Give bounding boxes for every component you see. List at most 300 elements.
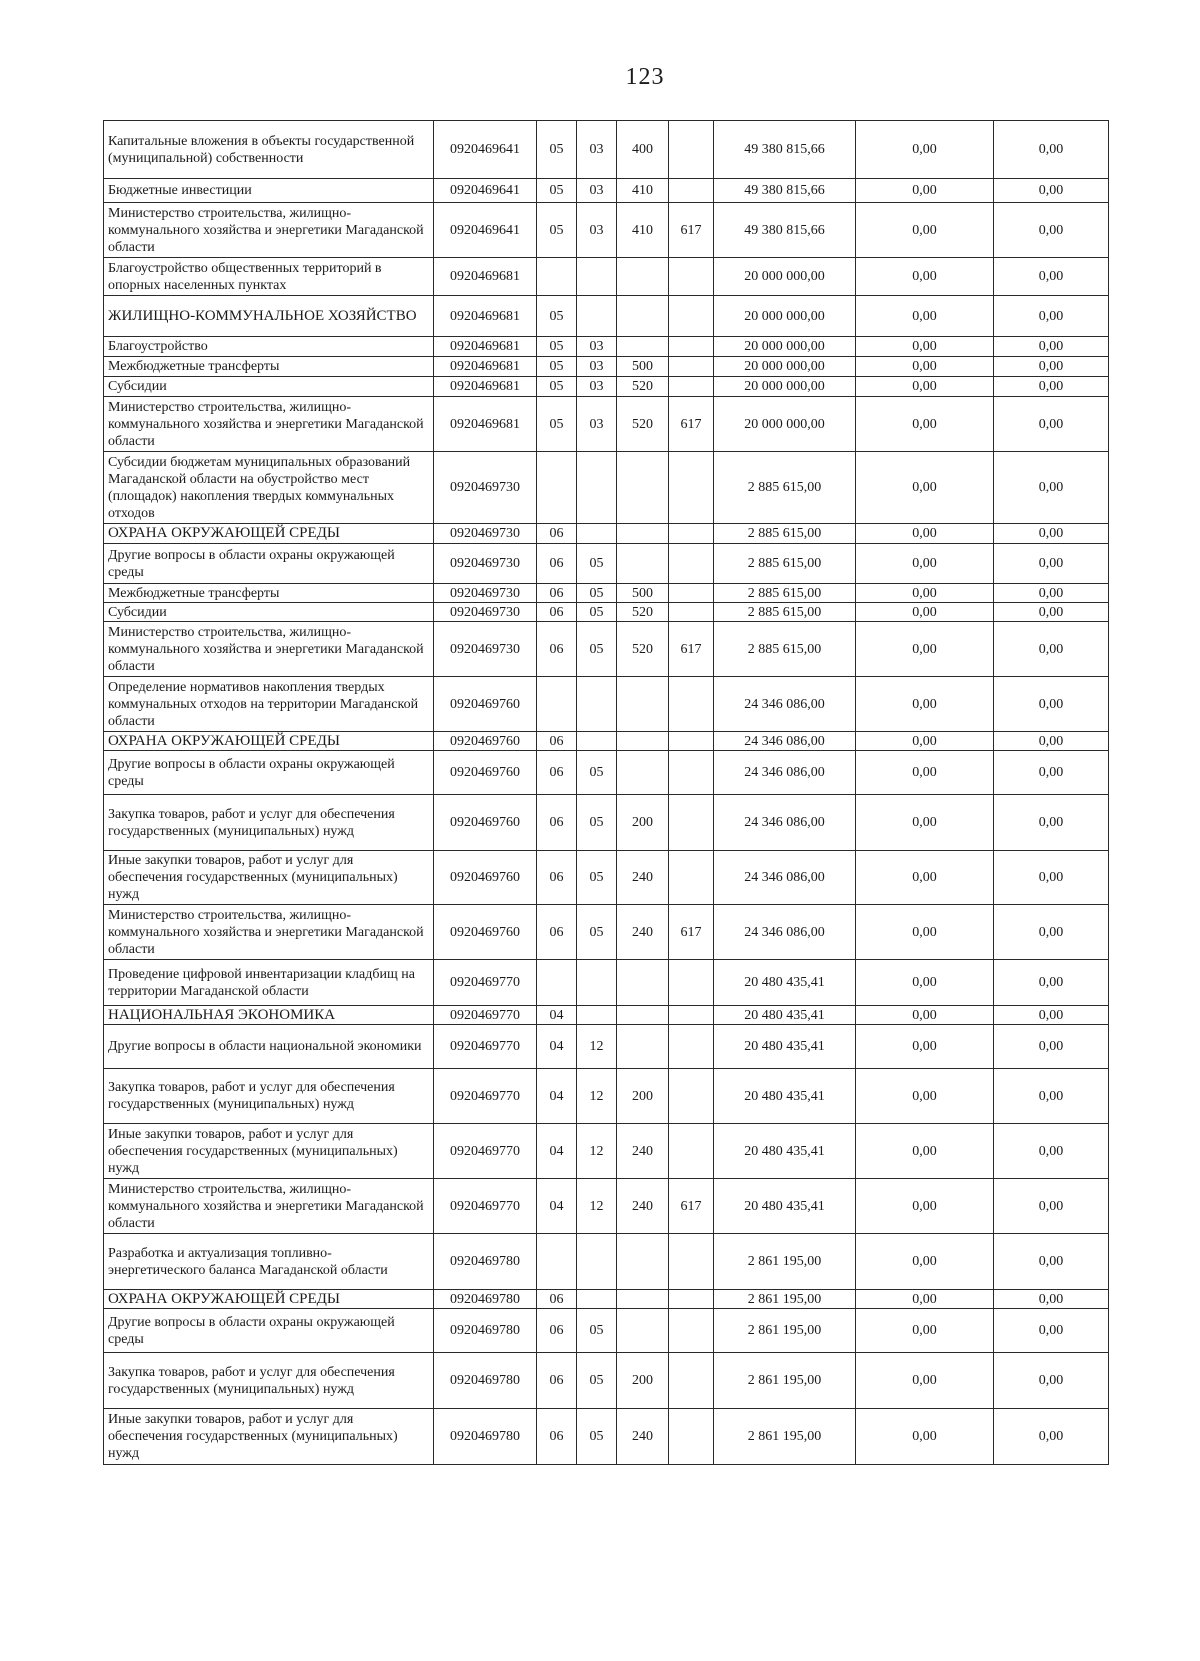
admin-code-cell — [669, 1409, 714, 1465]
amount-year1-cell: 2 885 615,00 — [714, 544, 856, 584]
section-code-cell: 06 — [537, 524, 577, 544]
row-name-cell: Определение нормативов накопления твердых коммунальных отходов на территории Магаданской области — [104, 677, 434, 732]
expense-type-cell: 240 — [617, 851, 669, 905]
section-code-cell: 05 — [537, 296, 577, 337]
amount-year2-cell: 0,00 — [856, 452, 994, 524]
table-row — [104, 677, 1109, 732]
subsection-code-cell — [577, 732, 617, 751]
admin-code-cell — [669, 960, 714, 1006]
admin-code-cell — [669, 751, 714, 795]
table-row — [104, 377, 1109, 397]
table-row — [104, 960, 1109, 1006]
expense-type-cell — [617, 732, 669, 751]
expense-type-cell — [617, 452, 669, 524]
expense-type-cell: 520 — [617, 622, 669, 677]
section-code-cell: 05 — [537, 179, 577, 203]
table-row — [104, 452, 1109, 524]
amount-year3-cell: 0,00 — [994, 751, 1109, 795]
table-row — [104, 203, 1109, 258]
section-code-cell: 04 — [537, 1025, 577, 1069]
amount-year1-cell: 49 380 815,66 — [714, 121, 856, 179]
target-code-cell: 0920469780 — [434, 1353, 537, 1409]
row-name-cell: Иные закупки товаров, работ и услуг для обеспечения государственных (муниципальных) нужд — [104, 851, 434, 905]
target-code-cell: 0920469770 — [434, 1006, 537, 1025]
expense-type-cell: 240 — [617, 1409, 669, 1465]
target-code-cell: 0920469770 — [434, 1069, 537, 1124]
target-code-cell: 0920469730 — [434, 452, 537, 524]
amount-year1-cell: 2 885 615,00 — [714, 584, 856, 603]
target-code-cell: 0920469780 — [434, 1290, 537, 1309]
target-code-cell: 0920469760 — [434, 905, 537, 960]
row-name-cell: Капитальные вложения в объекты государственной (муниципальной) собственности — [104, 121, 434, 179]
admin-code-cell — [669, 258, 714, 296]
amount-year1-cell: 2 861 195,00 — [714, 1290, 856, 1309]
admin-code-cell: 617 — [669, 397, 714, 452]
section-code-cell: 05 — [537, 377, 577, 397]
amount-year1-cell: 20 480 435,41 — [714, 1124, 856, 1179]
amount-year3-cell: 0,00 — [994, 296, 1109, 337]
subsection-code-cell: 05 — [577, 544, 617, 584]
section-code-cell: 06 — [537, 603, 577, 622]
expense-type-cell: 500 — [617, 357, 669, 377]
amount-year1-cell: 24 346 086,00 — [714, 751, 856, 795]
admin-code-cell — [669, 1309, 714, 1353]
amount-year2-cell: 0,00 — [856, 357, 994, 377]
table-row — [104, 1234, 1109, 1290]
target-code-cell: 0920469730 — [434, 524, 537, 544]
table-row — [104, 1179, 1109, 1234]
amount-year2-cell: 0,00 — [856, 1290, 994, 1309]
amount-year1-cell: 2 861 195,00 — [714, 1309, 856, 1353]
target-code-cell: 0920469780 — [434, 1409, 537, 1465]
subsection-code-cell: 12 — [577, 1025, 617, 1069]
admin-code-cell — [669, 179, 714, 203]
amount-year3-cell: 0,00 — [994, 258, 1109, 296]
subsection-code-cell: 05 — [577, 751, 617, 795]
expense-type-cell — [617, 1234, 669, 1290]
amount-year2-cell: 0,00 — [856, 1353, 994, 1409]
section-code-cell — [537, 1234, 577, 1290]
table-row — [104, 397, 1109, 452]
amount-year3-cell: 0,00 — [994, 960, 1109, 1006]
expense-type-cell — [617, 677, 669, 732]
subsection-code-cell: 12 — [577, 1069, 617, 1124]
amount-year3-cell: 0,00 — [994, 622, 1109, 677]
section-code-cell: 06 — [537, 905, 577, 960]
target-code-cell: 0920469760 — [434, 732, 537, 751]
amount-year1-cell: 24 346 086,00 — [714, 677, 856, 732]
amount-year3-cell: 0,00 — [994, 1124, 1109, 1179]
section-code-cell: 06 — [537, 795, 577, 851]
target-code-cell: 0920469641 — [434, 121, 537, 179]
table-row — [104, 851, 1109, 905]
section-code-cell: 05 — [537, 397, 577, 452]
subsection-code-cell — [577, 452, 617, 524]
expense-type-cell — [617, 1025, 669, 1069]
expense-type-cell: 200 — [617, 1069, 669, 1124]
expense-type-cell — [617, 337, 669, 357]
amount-year2-cell: 0,00 — [856, 732, 994, 751]
row-name-cell: Субсидии бюджетам муниципальных образований Магаданской области на обустройство мест (площадок) накопления твердых коммунальных отходов — [104, 452, 434, 524]
amount-year1-cell: 24 346 086,00 — [714, 795, 856, 851]
row-name-cell: Благоустройство общественных территорий в опорных населенных пунктах — [104, 258, 434, 296]
admin-code-cell — [669, 544, 714, 584]
amount-year2-cell: 0,00 — [856, 795, 994, 851]
expense-type-cell — [617, 544, 669, 584]
amount-year1-cell: 24 346 086,00 — [714, 851, 856, 905]
expense-type-cell — [617, 751, 669, 795]
target-code-cell: 0920469770 — [434, 960, 537, 1006]
amount-year3-cell: 0,00 — [994, 1353, 1109, 1409]
section-code-cell — [537, 677, 577, 732]
subsection-code-cell — [577, 1234, 617, 1290]
amount-year3-cell: 0,00 — [994, 179, 1109, 203]
expense-type-cell: 200 — [617, 1353, 669, 1409]
row-name-cell: Благоустройство — [104, 337, 434, 357]
row-name-cell: Другие вопросы в области охраны окружающей среды — [104, 751, 434, 795]
row-name-cell: НАЦИОНАЛЬНАЯ ЭКОНОМИКА — [104, 1006, 434, 1025]
expense-type-cell: 240 — [617, 1179, 669, 1234]
amount-year2-cell: 0,00 — [856, 544, 994, 584]
amount-year1-cell: 24 346 086,00 — [714, 732, 856, 751]
table-row — [104, 584, 1109, 603]
section-code-cell: 04 — [537, 1179, 577, 1234]
target-code-cell: 0920469760 — [434, 851, 537, 905]
amount-year2-cell: 0,00 — [856, 905, 994, 960]
row-name-cell: Министерство строительства, жилищно-коммунального хозяйства и энергетики Магаданской области — [104, 203, 434, 258]
row-name-cell: Другие вопросы в области национальной экономики — [104, 1025, 434, 1069]
subsection-code-cell — [577, 296, 617, 337]
amount-year1-cell: 2 861 195,00 — [714, 1234, 856, 1290]
amount-year3-cell: 0,00 — [994, 337, 1109, 357]
row-name-cell: Разработка и актуализация топливно-энергетического баланса Магаданской области — [104, 1234, 434, 1290]
amount-year3-cell: 0,00 — [994, 121, 1109, 179]
table-row — [104, 1069, 1109, 1124]
target-code-cell: 0920469681 — [434, 337, 537, 357]
admin-code-cell — [669, 357, 714, 377]
amount-year3-cell: 0,00 — [994, 795, 1109, 851]
admin-code-cell — [669, 121, 714, 179]
amount-year2-cell: 0,00 — [856, 603, 994, 622]
row-name-cell: Закупка товаров, работ и услуг для обеспечения государственных (муниципальных) нужд — [104, 1069, 434, 1124]
row-name-cell: ЖИЛИЩНО-КОММУНАЛЬНОЕ ХОЗЯЙСТВО — [104, 296, 434, 337]
amount-year2-cell: 0,00 — [856, 1069, 994, 1124]
target-code-cell: 0920469770 — [434, 1179, 537, 1234]
subsection-code-cell: 05 — [577, 1409, 617, 1465]
row-name-cell: Проведение цифровой инвентаризации кладбищ на территории Магаданской области — [104, 960, 434, 1006]
amount-year1-cell: 20 480 435,41 — [714, 1179, 856, 1234]
subsection-code-cell: 05 — [577, 1309, 617, 1353]
subsection-code-cell — [577, 258, 617, 296]
admin-code-cell — [669, 851, 714, 905]
row-name-cell: Другие вопросы в области охраны окружающей среды — [104, 1309, 434, 1353]
target-code-cell: 0920469780 — [434, 1234, 537, 1290]
table-row — [104, 751, 1109, 795]
admin-code-cell — [669, 337, 714, 357]
section-code-cell: 05 — [537, 203, 577, 258]
row-name-cell: Министерство строительства, жилищно-коммунального хозяйства и энергетики Магаданской области — [104, 1179, 434, 1234]
amount-year2-cell: 0,00 — [856, 751, 994, 795]
subsection-code-cell: 05 — [577, 1353, 617, 1409]
table-row — [104, 603, 1109, 622]
subsection-code-cell: 03 — [577, 397, 617, 452]
target-code-cell: 0920469641 — [434, 179, 537, 203]
section-code-cell: 04 — [537, 1124, 577, 1179]
row-name-cell: Закупка товаров, работ и услуг для обеспечения государственных (муниципальных) нужд — [104, 795, 434, 851]
table-row — [104, 258, 1109, 296]
admin-code-cell — [669, 732, 714, 751]
target-code-cell: 0920469681 — [434, 397, 537, 452]
admin-code-cell — [669, 524, 714, 544]
expense-type-cell: 520 — [617, 377, 669, 397]
subsection-code-cell: 03 — [577, 179, 617, 203]
row-name-cell: Субсидии — [104, 603, 434, 622]
amount-year2-cell: 0,00 — [856, 296, 994, 337]
amount-year2-cell: 0,00 — [856, 121, 994, 179]
amount-year2-cell: 0,00 — [856, 179, 994, 203]
subsection-code-cell — [577, 524, 617, 544]
table-row — [104, 1309, 1109, 1353]
section-code-cell: 04 — [537, 1006, 577, 1025]
admin-code-cell — [669, 296, 714, 337]
amount-year2-cell: 0,00 — [856, 203, 994, 258]
amount-year1-cell: 20 480 435,41 — [714, 1069, 856, 1124]
subsection-code-cell: 05 — [577, 603, 617, 622]
amount-year3-cell: 0,00 — [994, 1179, 1109, 1234]
subsection-code-cell — [577, 1006, 617, 1025]
amount-year3-cell: 0,00 — [994, 677, 1109, 732]
subsection-code-cell — [577, 960, 617, 1006]
amount-year2-cell: 0,00 — [856, 584, 994, 603]
amount-year3-cell: 0,00 — [994, 905, 1109, 960]
target-code-cell: 0920469760 — [434, 677, 537, 732]
section-code-cell — [537, 960, 577, 1006]
row-name-cell: Субсидии — [104, 377, 434, 397]
amount-year3-cell: 0,00 — [994, 851, 1109, 905]
expense-type-cell — [617, 1290, 669, 1309]
amount-year3-cell: 0,00 — [994, 1069, 1109, 1124]
subsection-code-cell: 05 — [577, 584, 617, 603]
admin-code-cell — [669, 603, 714, 622]
amount-year1-cell: 20 000 000,00 — [714, 377, 856, 397]
amount-year2-cell: 0,00 — [856, 1025, 994, 1069]
target-code-cell: 0920469760 — [434, 795, 537, 851]
amount-year1-cell: 20 000 000,00 — [714, 296, 856, 337]
expense-type-cell — [617, 258, 669, 296]
admin-code-cell — [669, 1006, 714, 1025]
amount-year3-cell: 0,00 — [994, 524, 1109, 544]
amount-year2-cell: 0,00 — [856, 1006, 994, 1025]
amount-year3-cell: 0,00 — [994, 203, 1109, 258]
row-name-cell: Другие вопросы в области охраны окружающей среды — [104, 544, 434, 584]
subsection-code-cell: 05 — [577, 795, 617, 851]
target-code-cell: 0920469730 — [434, 584, 537, 603]
section-code-cell: 06 — [537, 851, 577, 905]
table-row — [104, 1025, 1109, 1069]
row-name-cell: Бюджетные инвестиции — [104, 179, 434, 203]
amount-year2-cell: 0,00 — [856, 377, 994, 397]
section-code-cell: 06 — [537, 1309, 577, 1353]
target-code-cell: 0920469681 — [434, 296, 537, 337]
row-name-cell: ОХРАНА ОКРУЖАЮЩЕЙ СРЕДЫ — [104, 732, 434, 751]
section-code-cell: 05 — [537, 337, 577, 357]
expense-type-cell: 240 — [617, 905, 669, 960]
amount-year3-cell: 0,00 — [994, 732, 1109, 751]
amount-year3-cell: 0,00 — [994, 452, 1109, 524]
admin-code-cell — [669, 1353, 714, 1409]
amount-year1-cell: 20 000 000,00 — [714, 258, 856, 296]
table-row — [104, 1006, 1109, 1025]
table-row — [104, 357, 1109, 377]
section-code-cell: 06 — [537, 1353, 577, 1409]
subsection-code-cell: 03 — [577, 337, 617, 357]
subsection-code-cell: 12 — [577, 1179, 617, 1234]
amount-year3-cell: 0,00 — [994, 584, 1109, 603]
row-name-cell: Министерство строительства, жилищно-коммунального хозяйства и энергетики Магаданской области — [104, 397, 434, 452]
section-code-cell — [537, 258, 577, 296]
row-name-cell: Иные закупки товаров, работ и услуг для обеспечения государственных (муниципальных) нужд — [104, 1409, 434, 1465]
admin-code-cell — [669, 584, 714, 603]
admin-code-cell — [669, 452, 714, 524]
amount-year1-cell: 2 861 195,00 — [714, 1353, 856, 1409]
subsection-code-cell: 03 — [577, 357, 617, 377]
row-name-cell: Иные закупки товаров, работ и услуг для обеспечения государственных (муниципальных) нужд — [104, 1124, 434, 1179]
target-code-cell: 0920469730 — [434, 622, 537, 677]
amount-year3-cell: 0,00 — [994, 1006, 1109, 1025]
section-code-cell — [537, 452, 577, 524]
row-name-cell: ОХРАНА ОКРУЖАЮЩЕЙ СРЕДЫ — [104, 524, 434, 544]
amount-year1-cell: 20 000 000,00 — [714, 337, 856, 357]
expense-type-cell — [617, 524, 669, 544]
amount-year3-cell: 0,00 — [994, 357, 1109, 377]
budget-table-body — [104, 121, 1109, 1465]
admin-code-cell — [669, 1069, 714, 1124]
row-name-cell: ОХРАНА ОКРУЖАЮЩЕЙ СРЕДЫ — [104, 1290, 434, 1309]
table-row — [104, 732, 1109, 751]
amount-year2-cell: 0,00 — [856, 1409, 994, 1465]
target-code-cell: 0920469681 — [434, 377, 537, 397]
expense-type-cell: 410 — [617, 203, 669, 258]
table-row — [104, 1353, 1109, 1409]
table-row — [104, 622, 1109, 677]
amount-year2-cell: 0,00 — [856, 397, 994, 452]
amount-year2-cell: 0,00 — [856, 960, 994, 1006]
target-code-cell: 0920469730 — [434, 603, 537, 622]
budget-table — [103, 120, 1109, 1465]
subsection-code-cell: 03 — [577, 203, 617, 258]
expense-type-cell — [617, 960, 669, 1006]
target-code-cell: 0920469780 — [434, 1309, 537, 1353]
expense-type-cell — [617, 1309, 669, 1353]
amount-year2-cell: 0,00 — [856, 851, 994, 905]
target-code-cell: 0920469770 — [434, 1025, 537, 1069]
subsection-code-cell: 05 — [577, 622, 617, 677]
amount-year3-cell: 0,00 — [994, 377, 1109, 397]
admin-code-cell: 617 — [669, 905, 714, 960]
section-code-cell: 06 — [537, 544, 577, 584]
amount-year1-cell: 20 000 000,00 — [714, 397, 856, 452]
table-row — [104, 1124, 1109, 1179]
amount-year1-cell: 2 861 195,00 — [714, 1409, 856, 1465]
admin-code-cell — [669, 1290, 714, 1309]
target-code-cell: 0920469730 — [434, 544, 537, 584]
amount-year2-cell: 0,00 — [856, 677, 994, 732]
amount-year2-cell: 0,00 — [856, 1124, 994, 1179]
row-name-cell: Министерство строительства, жилищно-коммунального хозяйства и энергетики Магаданской области — [104, 622, 434, 677]
amount-year3-cell: 0,00 — [994, 1290, 1109, 1309]
subsection-code-cell: 12 — [577, 1124, 617, 1179]
row-name-cell: Министерство строительства, жилищно-коммунального хозяйства и энергетики Магаданской области — [104, 905, 434, 960]
amount-year2-cell: 0,00 — [856, 1309, 994, 1353]
admin-code-cell — [669, 1234, 714, 1290]
amount-year2-cell: 0,00 — [856, 622, 994, 677]
section-code-cell: 06 — [537, 1409, 577, 1465]
expense-type-cell: 410 — [617, 179, 669, 203]
expense-type-cell: 520 — [617, 603, 669, 622]
target-code-cell: 0920469681 — [434, 258, 537, 296]
page-number: 123 — [625, 64, 665, 90]
table-row — [104, 296, 1109, 337]
section-code-cell: 04 — [537, 1069, 577, 1124]
admin-code-cell — [669, 677, 714, 732]
admin-code-cell — [669, 1025, 714, 1069]
subsection-code-cell — [577, 677, 617, 732]
admin-code-cell: 617 — [669, 203, 714, 258]
subsection-code-cell: 05 — [577, 851, 617, 905]
table-row — [104, 795, 1109, 851]
amount-year1-cell: 20 480 435,41 — [714, 1025, 856, 1069]
amount-year2-cell: 0,00 — [856, 258, 994, 296]
subsection-code-cell: 05 — [577, 905, 617, 960]
table-row — [104, 337, 1109, 357]
target-code-cell: 0920469681 — [434, 357, 537, 377]
amount-year3-cell: 0,00 — [994, 603, 1109, 622]
admin-code-cell — [669, 795, 714, 851]
amount-year1-cell: 2 885 615,00 — [714, 603, 856, 622]
expense-type-cell: 400 — [617, 121, 669, 179]
amount-year3-cell: 0,00 — [994, 1309, 1109, 1353]
row-name-cell: Межбюджетные трансферты — [104, 357, 434, 377]
table-row — [104, 1290, 1109, 1309]
amount-year1-cell: 2 885 615,00 — [714, 524, 856, 544]
target-code-cell: 0920469770 — [434, 1124, 537, 1179]
table-row — [104, 1409, 1109, 1465]
table-row — [104, 121, 1109, 179]
expense-type-cell — [617, 296, 669, 337]
amount-year1-cell: 20 480 435,41 — [714, 1006, 856, 1025]
admin-code-cell: 617 — [669, 1179, 714, 1234]
target-code-cell: 0920469641 — [434, 203, 537, 258]
amount-year1-cell: 2 885 615,00 — [714, 452, 856, 524]
subsection-code-cell — [577, 1290, 617, 1309]
subsection-code-cell: 03 — [577, 377, 617, 397]
table-row — [104, 905, 1109, 960]
section-code-cell: 06 — [537, 732, 577, 751]
admin-code-cell — [669, 377, 714, 397]
amount-year2-cell: 0,00 — [856, 524, 994, 544]
amount-year3-cell: 0,00 — [994, 1025, 1109, 1069]
amount-year1-cell: 20 480 435,41 — [714, 960, 856, 1006]
amount-year1-cell: 24 346 086,00 — [714, 905, 856, 960]
expense-type-cell: 500 — [617, 584, 669, 603]
amount-year1-cell: 2 885 615,00 — [714, 622, 856, 677]
amount-year3-cell: 0,00 — [994, 544, 1109, 584]
section-code-cell: 06 — [537, 584, 577, 603]
section-code-cell: 05 — [537, 121, 577, 179]
amount-year3-cell: 0,00 — [994, 397, 1109, 452]
section-code-cell: 05 — [537, 357, 577, 377]
expense-type-cell: 200 — [617, 795, 669, 851]
